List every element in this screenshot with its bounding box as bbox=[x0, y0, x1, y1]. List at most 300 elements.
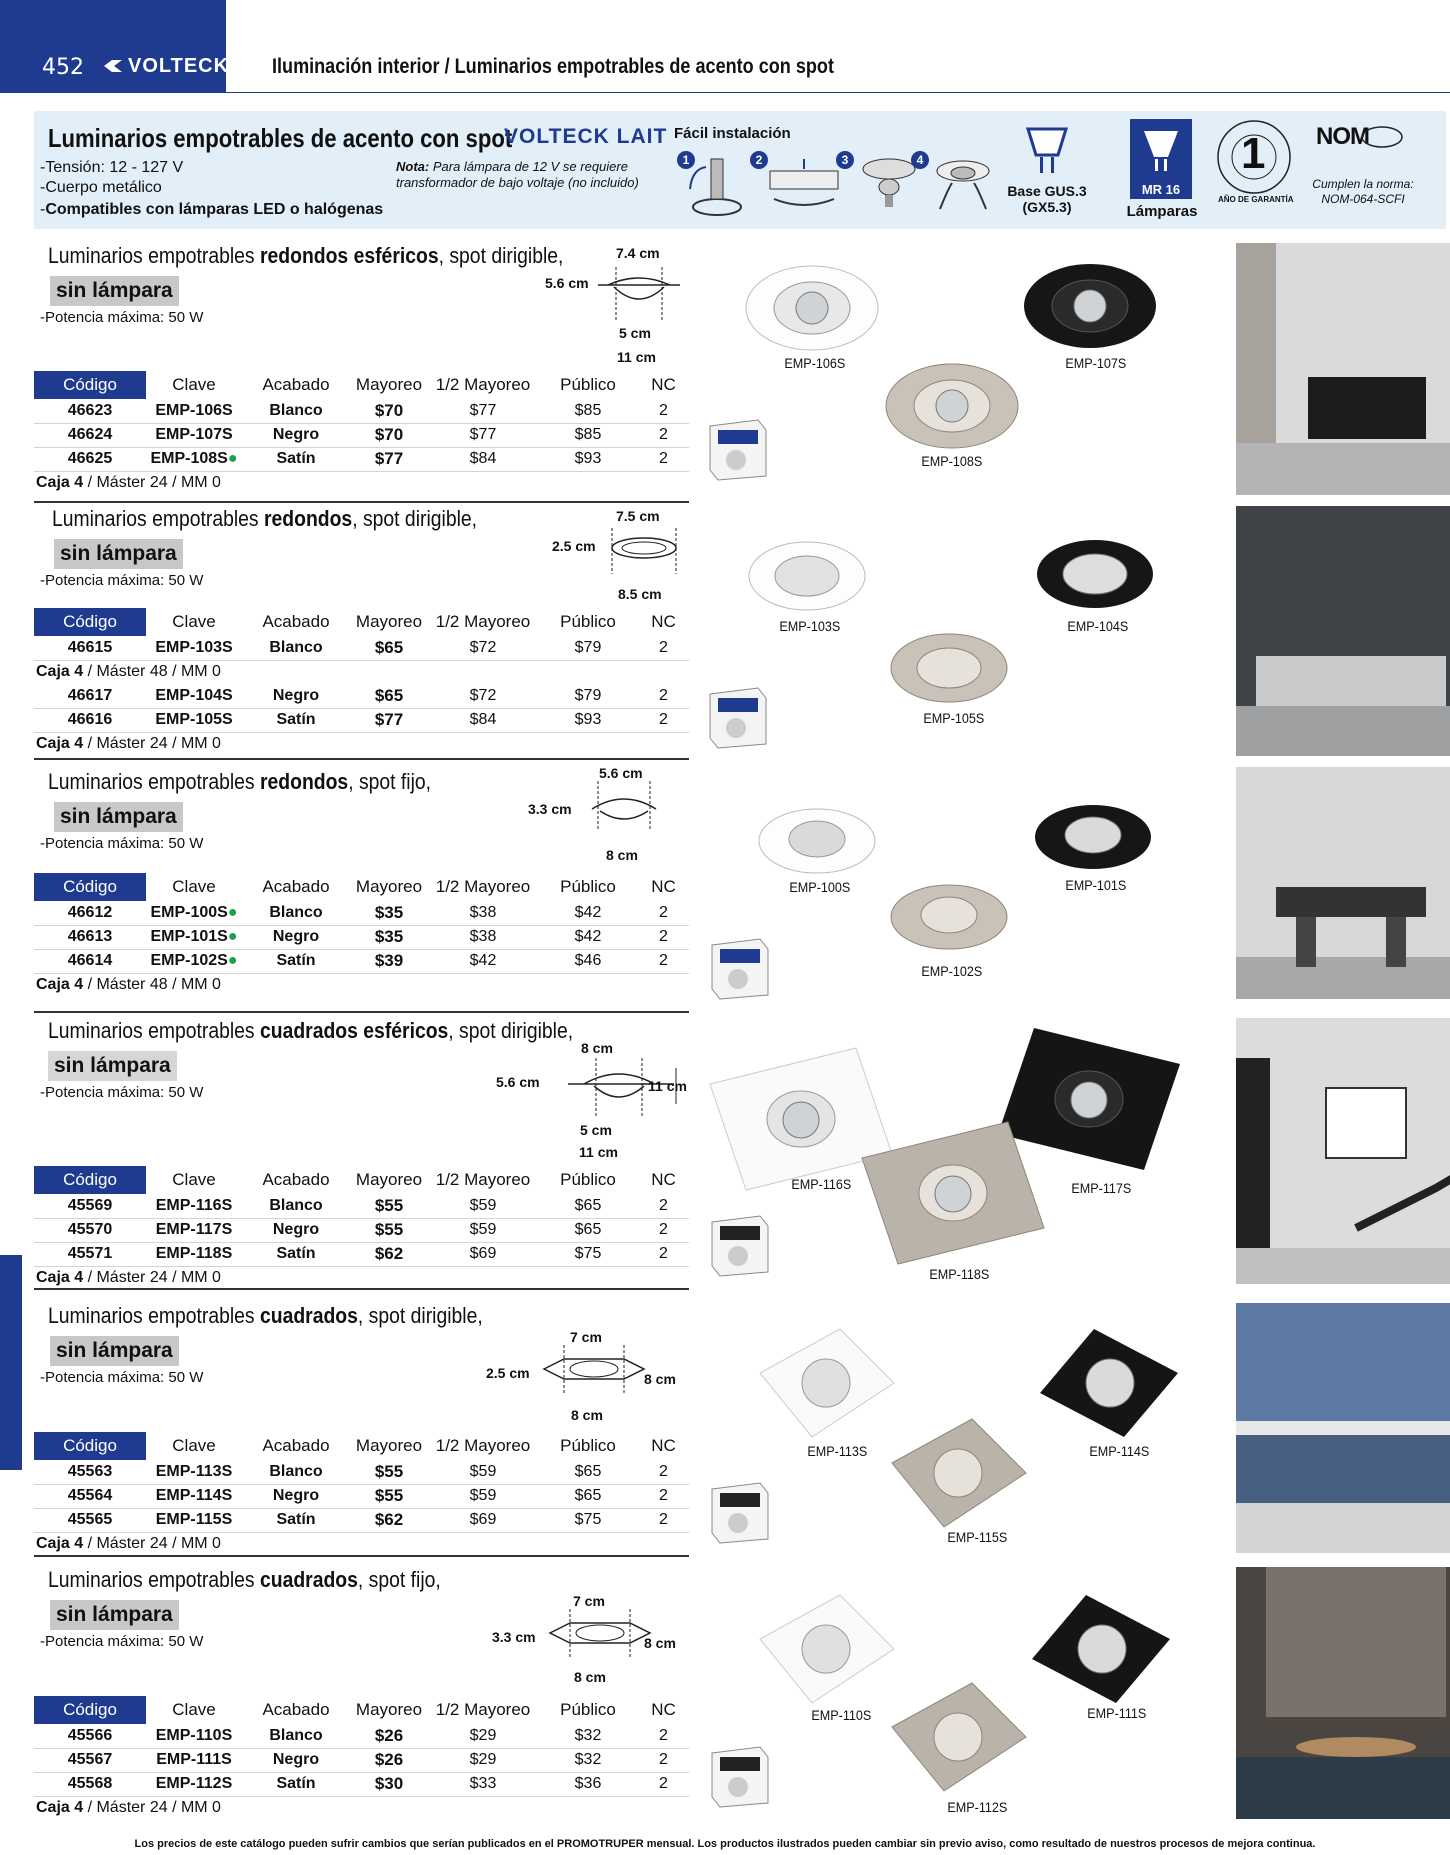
product-table bbox=[34, 1696, 689, 1820]
cell-mayoreo: $77 bbox=[350, 708, 428, 732]
cell-acabado: Satín bbox=[242, 447, 350, 471]
table-row bbox=[34, 1242, 689, 1266]
packaging-note: Caja 4 / Máster 24 / MM 0 bbox=[36, 1269, 221, 1287]
mr16-label: MR 16 bbox=[1141, 182, 1181, 197]
cell-publico: $42 bbox=[538, 901, 638, 925]
install-step-1-illustration bbox=[682, 149, 752, 219]
section-square-fixed bbox=[34, 1567, 1446, 1835]
packaging-note: Caja 4 / Máster 24 / MM 0 bbox=[36, 735, 221, 753]
cell-nc: 2 bbox=[638, 949, 689, 973]
cell-publico: $93 bbox=[538, 708, 638, 732]
cell-acabado: Negro bbox=[242, 423, 350, 447]
packaging-note: Caja 4 / Máster 48 / MM 0 bbox=[36, 976, 221, 994]
col-clave: Clave bbox=[172, 1170, 216, 1189]
product-box-image bbox=[710, 935, 770, 1001]
product-image-satin bbox=[886, 628, 1012, 708]
section-round-fixed bbox=[34, 765, 1446, 1013]
col-medio-mayoreo: 1/2 Mayoreo bbox=[435, 375, 531, 394]
product-label: EMP-100S bbox=[789, 879, 851, 895]
table-header-row bbox=[34, 1696, 689, 1724]
product-image-black bbox=[1020, 261, 1160, 351]
side-tab bbox=[0, 1255, 22, 1470]
banner-brand: VOLTECK LAIT bbox=[504, 125, 668, 148]
table-row bbox=[34, 423, 689, 447]
room-photo bbox=[1236, 767, 1450, 999]
table-row bbox=[34, 1724, 689, 1748]
col-codigo: Código bbox=[34, 371, 146, 399]
cell-clave: EMP-101S● bbox=[146, 925, 242, 949]
cell-nc: 2 bbox=[638, 1242, 689, 1266]
col-codigo: Código bbox=[34, 1696, 146, 1724]
dim-height: 5.6 cm bbox=[496, 1074, 540, 1090]
cell-publico: $32 bbox=[538, 1748, 638, 1772]
cell-acabado: Satín bbox=[242, 1772, 350, 1796]
cell-nc: 2 bbox=[638, 925, 689, 949]
cell-nc: 2 bbox=[638, 399, 689, 423]
cell-acabado: Blanco bbox=[242, 1460, 350, 1484]
col-medio-mayoreo: 1/2 Mayoreo bbox=[435, 1170, 531, 1189]
sin-lampara-tag: sin lámpara bbox=[50, 1336, 179, 1366]
cell-clave: EMP-102S● bbox=[146, 949, 242, 973]
cell-codigo: 46612 bbox=[34, 901, 146, 925]
cell-clave: EMP-103S bbox=[146, 636, 242, 660]
cell-mayoreo: $55 bbox=[350, 1460, 428, 1484]
cell-publico: $65 bbox=[538, 1460, 638, 1484]
cell-clave: EMP-111S bbox=[146, 1748, 242, 1772]
cell-clave: EMP-112S bbox=[146, 1772, 242, 1796]
mr16-lamp-icon bbox=[1142, 129, 1180, 173]
col-codigo: Código bbox=[34, 608, 146, 636]
footer-disclaimer: Los precios de este catálogo pueden sufrir cambios que serían publicados en el PROMOTRUPER mensual. Los productos ilustrados pueden cambiar sin previo aviso, como resultado de nuestros procesos de mejora continua. bbox=[134, 1838, 1316, 1850]
col-nc: NC bbox=[651, 375, 676, 394]
dim-top: 5.6 cm bbox=[599, 765, 643, 781]
power-spec: -Potencia máxima: 50 W bbox=[40, 309, 204, 326]
cell-clave: EMP-115S bbox=[146, 1508, 242, 1532]
banner-title: Luminarios empotrables de acento con spot bbox=[48, 123, 513, 153]
cell-mayoreo: $62 bbox=[350, 1508, 428, 1532]
section-title: Luminarios empotrables cuadrados, spot dirigible, bbox=[48, 1303, 483, 1328]
product-label: EMP-107S bbox=[1065, 355, 1127, 371]
dim-top: 7 cm bbox=[573, 1593, 605, 1609]
breadcrumb: Iluminación interior / Luminarios empotrables de acento con spot bbox=[272, 55, 834, 78]
product-image-black bbox=[1026, 1589, 1176, 1709]
col-medio-mayoreo: 1/2 Mayoreo bbox=[435, 1700, 531, 1719]
power-spec: -Potencia máxima: 50 W bbox=[40, 1369, 204, 1386]
power-spec: -Potencia máxima: 50 W bbox=[40, 1633, 204, 1650]
cell-codigo: 45567 bbox=[34, 1748, 146, 1772]
new-product-dot-icon: ● bbox=[227, 903, 238, 921]
table-row bbox=[34, 1460, 689, 1484]
col-acabado: Acabado bbox=[262, 375, 330, 394]
cell-codigo: 46624 bbox=[34, 423, 146, 447]
cell-acabado: Blanco bbox=[242, 399, 350, 423]
section-divider bbox=[34, 758, 689, 760]
cell-mayoreo: $55 bbox=[350, 1194, 428, 1218]
cell-acabado: Negro bbox=[242, 1748, 350, 1772]
table-header-row bbox=[34, 1166, 689, 1194]
table-header-row bbox=[34, 873, 689, 901]
cell-nc: 2 bbox=[638, 1724, 689, 1748]
cell-codigo: 45571 bbox=[34, 1242, 146, 1266]
feature-body: -Cuerpo metálico bbox=[40, 179, 162, 196]
cell-clave: EMP-110S bbox=[146, 1724, 242, 1748]
table-row bbox=[34, 684, 689, 708]
cell-codigo: 45566 bbox=[34, 1724, 146, 1748]
cell-mayoreo: $26 bbox=[350, 1748, 428, 1772]
cell-clave: EMP-118S bbox=[146, 1242, 242, 1266]
product-image-white bbox=[754, 805, 880, 877]
col-nc: NC bbox=[651, 877, 676, 896]
cell-nc: 2 bbox=[638, 901, 689, 925]
volteck-logo-icon bbox=[102, 58, 124, 74]
product-label: EMP-112S bbox=[947, 1799, 1008, 1815]
table-header-row bbox=[34, 371, 689, 399]
table-header-row bbox=[34, 1432, 689, 1460]
cell-acabado: Negro bbox=[242, 684, 350, 708]
col-medio-mayoreo: 1/2 Mayoreo bbox=[435, 877, 531, 896]
col-acabado: Acabado bbox=[262, 612, 330, 631]
cell-publico: $75 bbox=[538, 1508, 638, 1532]
cell-publico: $85 bbox=[538, 423, 638, 447]
cell-clave: EMP-116S bbox=[146, 1194, 242, 1218]
cell-clave: EMP-108S● bbox=[146, 447, 242, 471]
cell-clave: EMP-100S● bbox=[146, 901, 242, 925]
product-table bbox=[34, 371, 689, 495]
cell-mayoreo: $30 bbox=[350, 1772, 428, 1796]
cell-clave: EMP-106S bbox=[146, 399, 242, 423]
dim-top: 7.4 cm bbox=[616, 245, 660, 261]
product-box-image bbox=[710, 1212, 770, 1278]
cell-acabado: Negro bbox=[242, 1218, 350, 1242]
install-step-2-illustration bbox=[764, 149, 844, 219]
col-codigo: Código bbox=[34, 1166, 146, 1194]
section-round-spherical bbox=[34, 243, 1446, 503]
install-title: Fácil instalación bbox=[674, 125, 791, 142]
cell-clave: EMP-107S bbox=[146, 423, 242, 447]
cell-codigo: 46613 bbox=[34, 925, 146, 949]
dim-height: 3.3 cm bbox=[528, 801, 572, 817]
col-mayoreo: Mayoreo bbox=[355, 1170, 423, 1189]
product-label: EMP-108S bbox=[921, 453, 983, 469]
cell-codigo: 45564 bbox=[34, 1484, 146, 1508]
cell-medio-mayoreo: $72 bbox=[428, 636, 538, 660]
cell-acabado: Blanco bbox=[242, 901, 350, 925]
dim-height: 5.6 cm bbox=[545, 275, 589, 291]
col-clave: Clave bbox=[172, 612, 216, 631]
col-publico: Público bbox=[560, 1436, 616, 1455]
dim-bottom: 8 cm bbox=[606, 847, 638, 863]
cell-medio-mayoreo: $84 bbox=[428, 447, 538, 471]
cell-publico: $93 bbox=[538, 447, 638, 471]
nom-logo: NOM bbox=[1316, 123, 1369, 150]
cell-clave: EMP-117S bbox=[146, 1218, 242, 1242]
col-acabado: Acabado bbox=[262, 1436, 330, 1455]
cell-medio-mayoreo: $59 bbox=[428, 1460, 538, 1484]
table-header-row bbox=[34, 608, 689, 636]
product-box-image bbox=[710, 1743, 770, 1809]
header-divider bbox=[226, 92, 1450, 93]
product-label: EMP-104S bbox=[1067, 618, 1129, 634]
cell-clave: EMP-105S bbox=[146, 708, 242, 732]
dim-top: 7 cm bbox=[570, 1329, 602, 1345]
product-image-white bbox=[744, 536, 870, 616]
product-table bbox=[34, 608, 689, 756]
room-photo bbox=[1236, 1303, 1450, 1553]
section-divider bbox=[34, 1011, 689, 1013]
dim-side: 8 cm bbox=[644, 1371, 676, 1387]
dim-bottom: 8.5 cm bbox=[618, 586, 662, 602]
cell-publico: $75 bbox=[538, 1242, 638, 1266]
cell-nc: 2 bbox=[638, 1484, 689, 1508]
cell-mayoreo: $39 bbox=[350, 949, 428, 973]
feature-voltage: -Tensión: 12 - 127 V bbox=[40, 159, 184, 176]
cell-medio-mayoreo: $72 bbox=[428, 684, 538, 708]
col-clave: Clave bbox=[172, 375, 216, 394]
packaging-note: Caja 4 / Máster 24 / MM 0 bbox=[36, 474, 221, 492]
room-photo bbox=[1236, 506, 1450, 756]
col-acabado: Acabado bbox=[262, 877, 330, 896]
cell-mayoreo: $70 bbox=[350, 423, 428, 447]
col-publico: Público bbox=[560, 1170, 616, 1189]
cell-codigo: 46625 bbox=[34, 447, 146, 471]
cell-mayoreo: $70 bbox=[350, 399, 428, 423]
feature-compat: -Compatibles con lámparas LED o halógenas bbox=[40, 201, 384, 218]
cell-publico: $36 bbox=[538, 1772, 638, 1796]
cell-medio-mayoreo: $84 bbox=[428, 708, 538, 732]
cell-medio-mayoreo: $59 bbox=[428, 1194, 538, 1218]
section-divider bbox=[34, 501, 689, 503]
col-nc: NC bbox=[651, 1436, 676, 1455]
cell-nc: 2 bbox=[638, 1772, 689, 1796]
cell-codigo: 45568 bbox=[34, 1772, 146, 1796]
dim-side: 8 cm bbox=[644, 1635, 676, 1651]
sin-lampara-tag: sin lámpara bbox=[54, 802, 183, 832]
cell-mayoreo: $65 bbox=[350, 636, 428, 660]
cell-clave: EMP-113S bbox=[146, 1460, 242, 1484]
col-acabado: Acabado bbox=[262, 1170, 330, 1189]
dim-side: 11 cm bbox=[648, 1078, 687, 1094]
cell-clave: EMP-104S bbox=[146, 684, 242, 708]
table-row bbox=[34, 1772, 689, 1796]
dim-top: 7.5 cm bbox=[616, 508, 660, 524]
cell-publico: $65 bbox=[538, 1484, 638, 1508]
cell-acabado: Blanco bbox=[242, 1194, 350, 1218]
cell-acabado: Blanco bbox=[242, 636, 350, 660]
cell-codigo: 45569 bbox=[34, 1194, 146, 1218]
room-photo bbox=[1236, 1567, 1450, 1819]
cell-publico: $46 bbox=[538, 949, 638, 973]
cell-medio-mayoreo: $69 bbox=[428, 1242, 538, 1266]
cell-nc: 2 bbox=[638, 1194, 689, 1218]
sin-lampara-tag: sin lámpara bbox=[48, 1051, 177, 1081]
cell-medio-mayoreo: $33 bbox=[428, 1772, 538, 1796]
base-label: Base GUS.3 (GX5.3) bbox=[1007, 183, 1087, 215]
product-label: EMP-105S bbox=[923, 710, 985, 726]
section-round bbox=[34, 506, 1446, 761]
product-box-image bbox=[708, 684, 768, 750]
dimension-diagram bbox=[594, 261, 684, 321]
cell-acabado: Negro bbox=[242, 925, 350, 949]
cell-nc: 2 bbox=[638, 636, 689, 660]
col-nc: NC bbox=[651, 1170, 676, 1189]
header-brand-block bbox=[0, 0, 226, 93]
sin-lampara-tag: sin lámpara bbox=[54, 539, 183, 569]
col-clave: Clave bbox=[172, 1700, 216, 1719]
product-image-white bbox=[750, 1589, 900, 1709]
cell-mayoreo: $65 bbox=[350, 684, 428, 708]
cell-publico: $32 bbox=[538, 1724, 638, 1748]
cell-mayoreo: $55 bbox=[350, 1218, 428, 1242]
dim-height: 2.5 cm bbox=[552, 538, 596, 554]
product-image-satin bbox=[882, 1413, 1032, 1533]
product-image-satin bbox=[882, 1677, 1032, 1797]
cell-nc: 2 bbox=[638, 1218, 689, 1242]
section-title: Luminarios empotrables redondos, spot dirigible, bbox=[52, 506, 478, 531]
cell-clave: EMP-114S bbox=[146, 1484, 242, 1508]
power-spec: -Potencia máxima: 50 W bbox=[40, 835, 204, 852]
page-number: 452 bbox=[42, 55, 84, 80]
cell-codigo: 45565 bbox=[34, 1508, 146, 1532]
product-label: EMP-103S bbox=[779, 618, 841, 634]
cell-nc: 2 bbox=[638, 684, 689, 708]
warranty-number: 1 bbox=[1241, 129, 1266, 178]
dim-bottom: 8 cm bbox=[574, 1669, 606, 1685]
table-row bbox=[34, 925, 689, 949]
cell-acabado: Satín bbox=[242, 708, 350, 732]
col-publico: Público bbox=[560, 612, 616, 631]
packaging-note: Caja 4 / Máster 24 / MM 0 bbox=[36, 1799, 221, 1817]
dim-inner: 5 cm bbox=[619, 325, 651, 341]
section-square-spherical bbox=[34, 1018, 1446, 1290]
table-row bbox=[34, 1748, 689, 1772]
dimension-diagram bbox=[584, 781, 664, 831]
product-box-image bbox=[708, 416, 768, 482]
section-title: Luminarios empotrables redondos esféricos, spot dirigible, bbox=[48, 243, 564, 268]
cell-medio-mayoreo: $69 bbox=[428, 1508, 538, 1532]
table-row bbox=[34, 1508, 689, 1532]
product-image-black bbox=[1030, 801, 1156, 873]
cell-codigo: 46614 bbox=[34, 949, 146, 973]
table-row bbox=[34, 1484, 689, 1508]
table-row bbox=[34, 636, 689, 660]
cell-nc: 2 bbox=[638, 1460, 689, 1484]
ance-logo-icon bbox=[1360, 125, 1404, 149]
col-publico: Público bbox=[560, 1700, 616, 1719]
cell-medio-mayoreo: $38 bbox=[428, 901, 538, 925]
col-medio-mayoreo: 1/2 Mayoreo bbox=[435, 612, 531, 631]
step-3-badge: 3 bbox=[836, 151, 854, 169]
cell-acabado: Blanco bbox=[242, 1724, 350, 1748]
section-title: Luminarios empotrables redondos, spot fijo, bbox=[48, 769, 432, 794]
cell-nc: 2 bbox=[638, 423, 689, 447]
cell-nc: 2 bbox=[638, 1508, 689, 1532]
product-label: EMP-116S bbox=[791, 1176, 852, 1192]
product-label: EMP-111S bbox=[1087, 1705, 1147, 1721]
table-row bbox=[34, 447, 689, 471]
table-row bbox=[34, 399, 689, 423]
col-mayoreo: Mayoreo bbox=[355, 877, 423, 896]
cell-medio-mayoreo: $59 bbox=[428, 1484, 538, 1508]
power-spec: -Potencia máxima: 50 W bbox=[40, 572, 204, 589]
cell-publico: $65 bbox=[538, 1218, 638, 1242]
cell-publico: $79 bbox=[538, 636, 638, 660]
section-divider bbox=[34, 1288, 689, 1290]
section-title: Luminarios empotrables cuadrados esféricos, spot dirigible, bbox=[48, 1018, 574, 1043]
product-label: EMP-110S bbox=[811, 1707, 872, 1723]
col-mayoreo: Mayoreo bbox=[355, 612, 423, 631]
cell-medio-mayoreo: $77 bbox=[428, 423, 538, 447]
product-image-black bbox=[1032, 534, 1158, 614]
section-square bbox=[34, 1303, 1446, 1558]
brand-name: VOLTECK bbox=[128, 55, 230, 77]
room-photo bbox=[1236, 243, 1450, 495]
cell-codigo: 45563 bbox=[34, 1460, 146, 1484]
cell-mayoreo: $62 bbox=[350, 1242, 428, 1266]
product-label: EMP-113S bbox=[807, 1443, 868, 1459]
cell-mayoreo: $55 bbox=[350, 1484, 428, 1508]
power-spec: -Potencia máxima: 50 W bbox=[40, 1084, 204, 1101]
product-label: EMP-115S bbox=[947, 1529, 1008, 1545]
cell-acabado: Satín bbox=[242, 1242, 350, 1266]
cell-nc: 2 bbox=[638, 447, 689, 471]
dim-bottom: 11 cm bbox=[617, 349, 656, 365]
product-label: EMP-106S bbox=[784, 355, 846, 371]
cell-medio-mayoreo: $38 bbox=[428, 925, 538, 949]
table-row bbox=[34, 1194, 689, 1218]
packaging-note: Caja 4 / Máster 24 / MM 0 bbox=[36, 1535, 221, 1553]
lamparas-label: Lámparas bbox=[1126, 203, 1198, 220]
cell-medio-mayoreo: $59 bbox=[428, 1218, 538, 1242]
col-medio-mayoreo: 1/2 Mayoreo bbox=[435, 1436, 531, 1455]
step-2-badge: 2 bbox=[750, 151, 768, 169]
dim-height: 3.3 cm bbox=[492, 1629, 536, 1645]
product-image-satin bbox=[858, 1118, 1048, 1268]
col-codigo: Código bbox=[34, 873, 146, 901]
table-row bbox=[34, 949, 689, 973]
step-4-badge: 4 bbox=[911, 151, 929, 169]
product-table bbox=[34, 873, 689, 997]
cell-publico: $85 bbox=[538, 399, 638, 423]
cell-codigo: 46616 bbox=[34, 708, 146, 732]
cell-medio-mayoreo: $77 bbox=[428, 399, 538, 423]
new-product-dot-icon: ● bbox=[227, 952, 238, 969]
col-nc: NC bbox=[651, 612, 676, 631]
product-label: EMP-117S bbox=[1071, 1180, 1132, 1196]
product-label: EMP-118S bbox=[929, 1266, 990, 1282]
cell-nc: 2 bbox=[638, 1748, 689, 1772]
col-clave: Clave bbox=[172, 877, 216, 896]
cell-nc: 2 bbox=[638, 708, 689, 732]
col-acabado: Acabado bbox=[262, 1700, 330, 1719]
col-clave: Clave bbox=[172, 1436, 216, 1455]
cell-medio-mayoreo: $42 bbox=[428, 949, 538, 973]
table-row bbox=[34, 901, 689, 925]
sin-lampara-tag: sin lámpara bbox=[50, 276, 179, 306]
product-image-white bbox=[750, 1323, 900, 1443]
product-label: EMP-102S bbox=[921, 963, 983, 979]
mr16-badge bbox=[1130, 119, 1192, 199]
col-publico: Público bbox=[560, 375, 616, 394]
install-step-4-illustration bbox=[928, 149, 998, 219]
lamp-base-icon bbox=[1024, 125, 1070, 181]
product-table bbox=[34, 1166, 689, 1290]
category-banner bbox=[34, 111, 1446, 229]
product-image-black bbox=[1034, 1323, 1184, 1443]
section-title: Luminarios empotrables cuadrados, spot fijo, bbox=[48, 1567, 441, 1592]
col-mayoreo: Mayoreo bbox=[355, 1436, 423, 1455]
product-image-satin bbox=[882, 361, 1022, 451]
cell-acabado: Satín bbox=[242, 949, 350, 973]
